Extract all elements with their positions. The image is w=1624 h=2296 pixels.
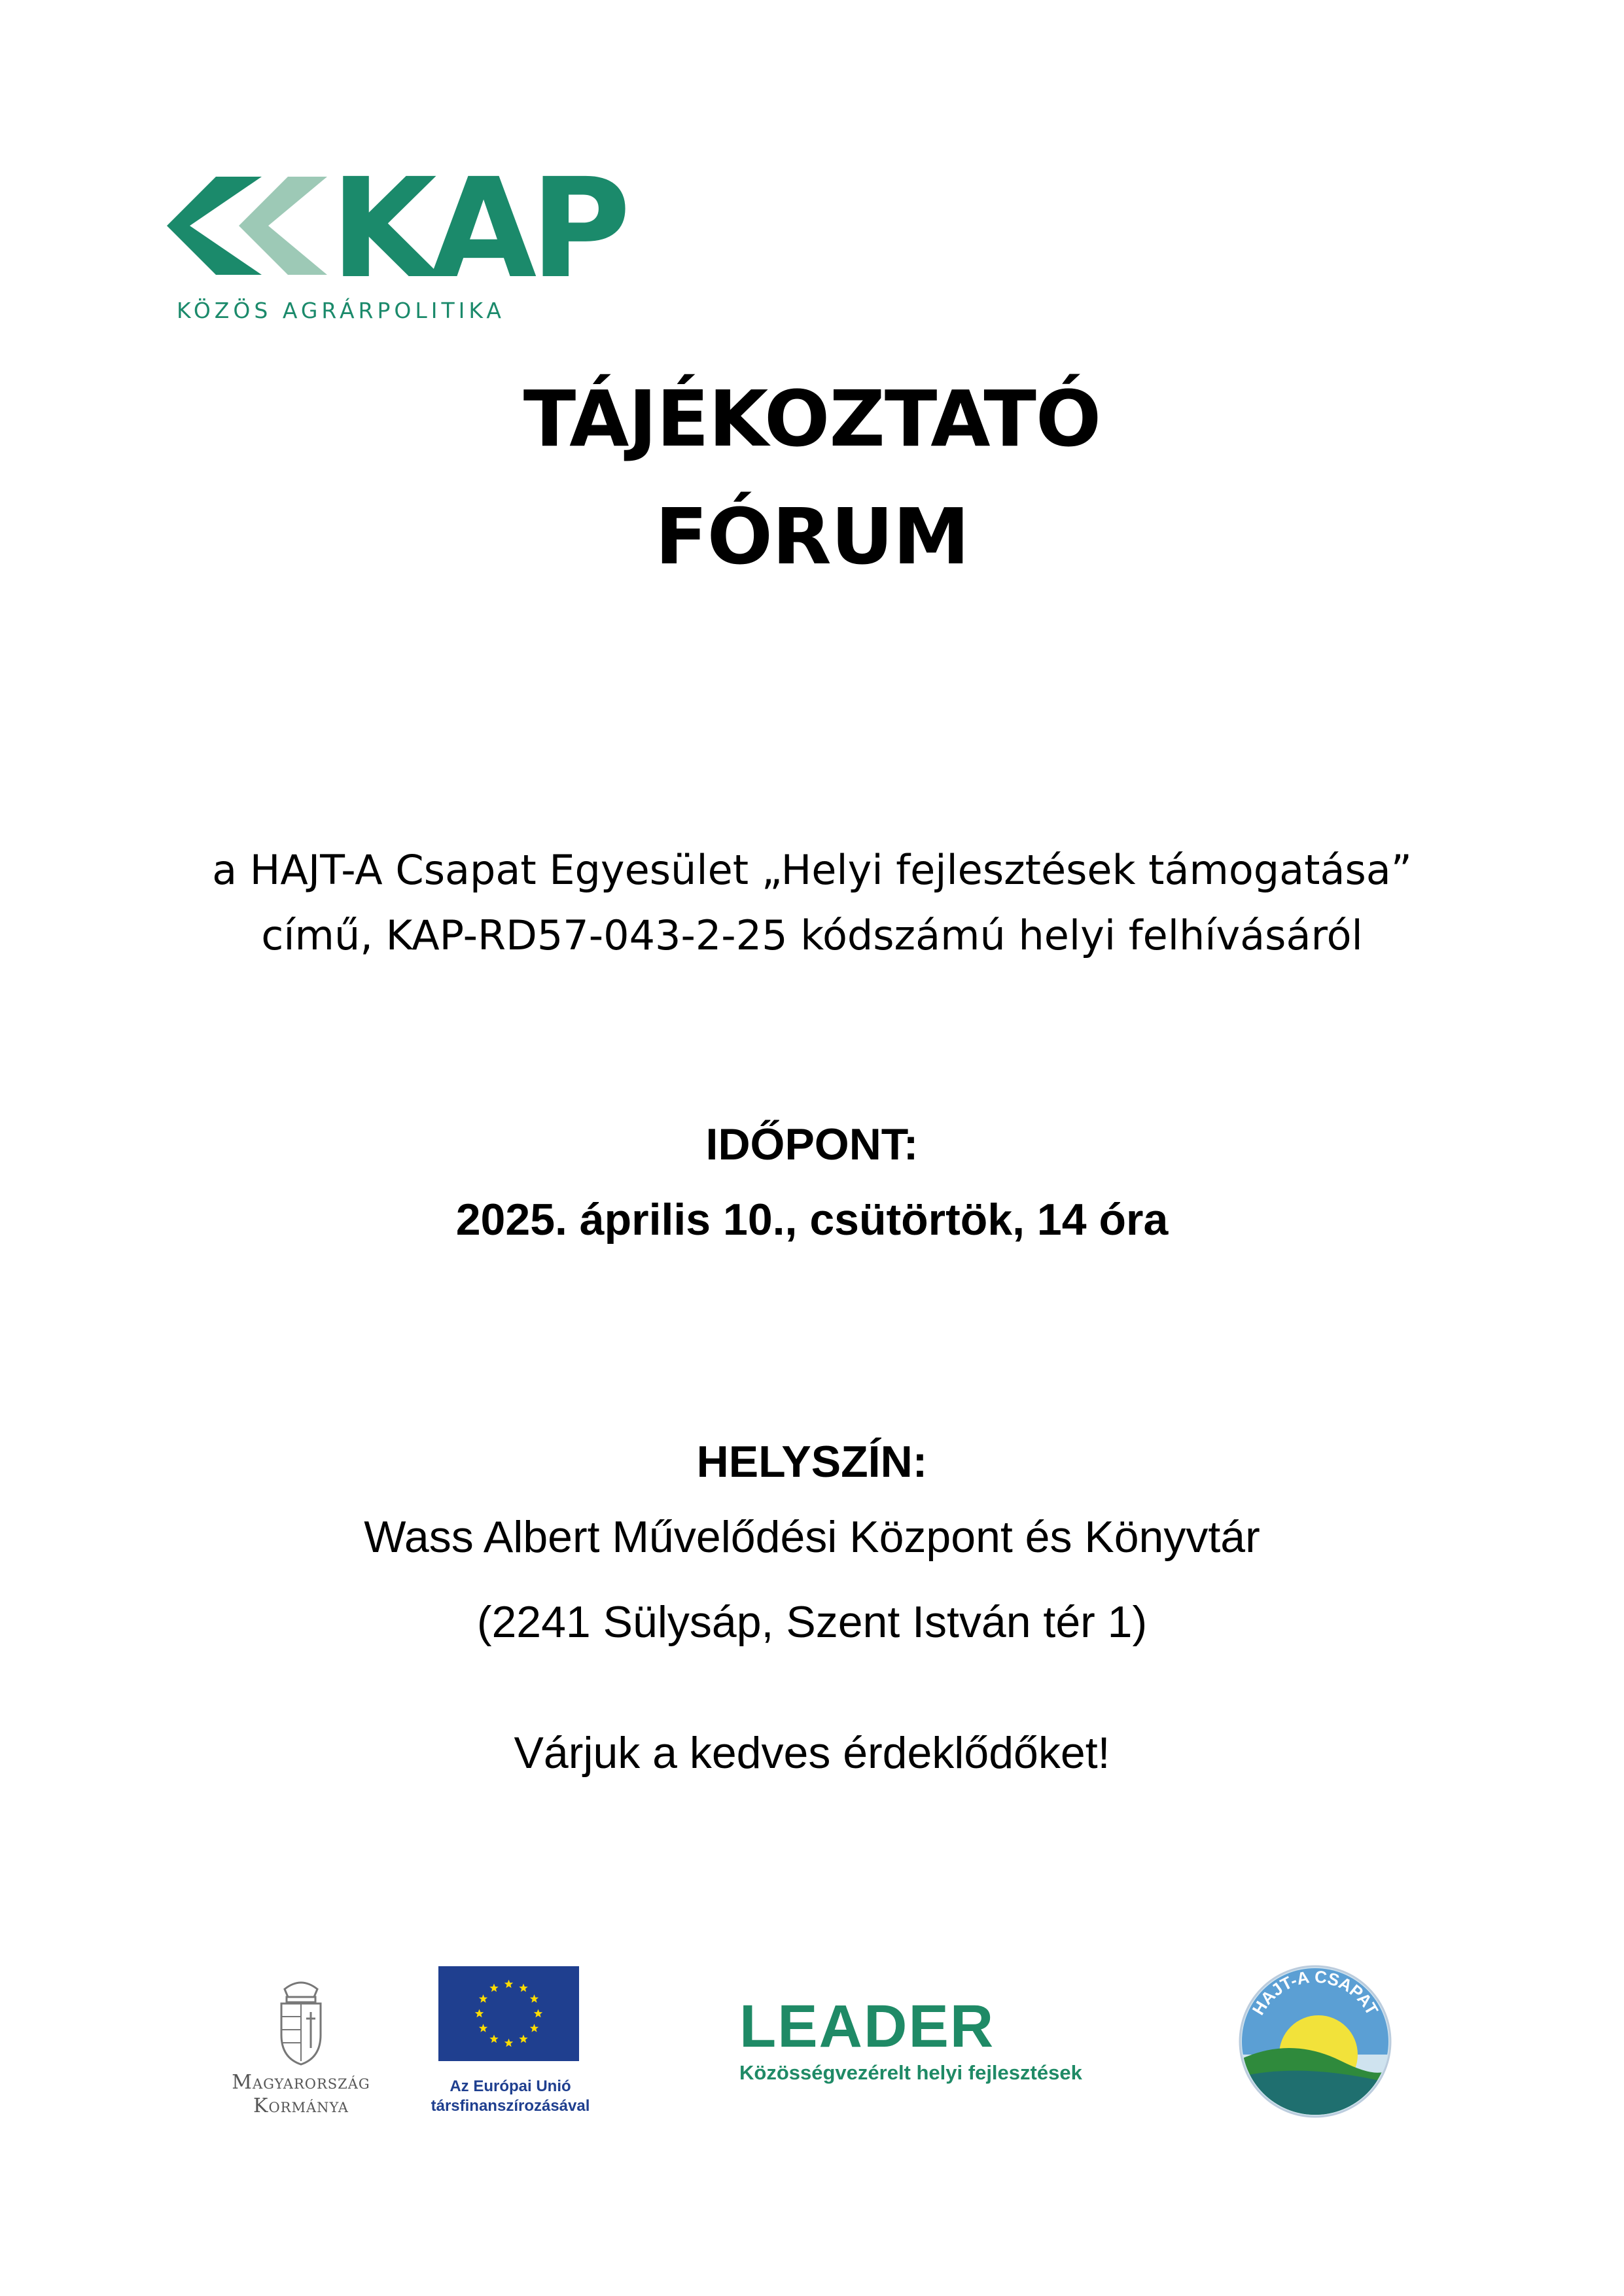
time-value: 2025. április 10., csütörtök, 14 óra (455, 1195, 1169, 1245)
eu-line-1: Az Európai Unió (450, 2077, 571, 2095)
title-line-2: FÓRUM (654, 491, 970, 582)
kap-logo (164, 149, 625, 334)
leader-logo (739, 1992, 1132, 2097)
eu-logo (419, 1966, 602, 2123)
gov-line-1: Magyarország (232, 2071, 370, 2094)
hajta-text: HAJT-A CSAPAT (1248, 1966, 1383, 2019)
gov-line-2: Kormánya (253, 2094, 349, 2117)
hajta-badge-icon (1237, 1963, 1394, 2120)
intro-line-1: a HAJT-A Csapat Egyesület „Helyi fejlesztések támogatása” (212, 846, 1412, 894)
hajta-logo (1237, 1963, 1394, 2120)
coat-of-arms-icon (216, 1969, 386, 2068)
leader-subtitle: Közösségvezérelt helyi fejlesztések (739, 2061, 1082, 2084)
location-venue: Wass Albert Művelődési Központ és Könyvtár (364, 1512, 1260, 1562)
location-address: (2241 Sülysáp, Szent István tér 1) (476, 1597, 1148, 1647)
eu-flag-icon (419, 1966, 602, 2064)
time-label: IDŐPONT: (705, 1120, 919, 1169)
closing-text: Várjuk a kedves érdeklődőket! (514, 1728, 1110, 1778)
eu-line-2: társfinanszírozásával (431, 2097, 590, 2115)
kap-logo-mark (164, 149, 625, 309)
leader-title: LEADER (739, 1993, 995, 2060)
gov-logo (216, 1969, 386, 2127)
kap-logo-subtitle: KÖZÖS AGRÁRPOLITIKA (177, 298, 506, 323)
kap-logo-text: KAP (330, 149, 625, 309)
location-label: HELYSZÍN: (696, 1437, 928, 1487)
title-line-1: TÁJÉKOZTATÓ (523, 374, 1101, 464)
intro-line-2: című, KAP-RD57-043-2-25 kódszámú helyi felhívásáról (261, 911, 1363, 959)
